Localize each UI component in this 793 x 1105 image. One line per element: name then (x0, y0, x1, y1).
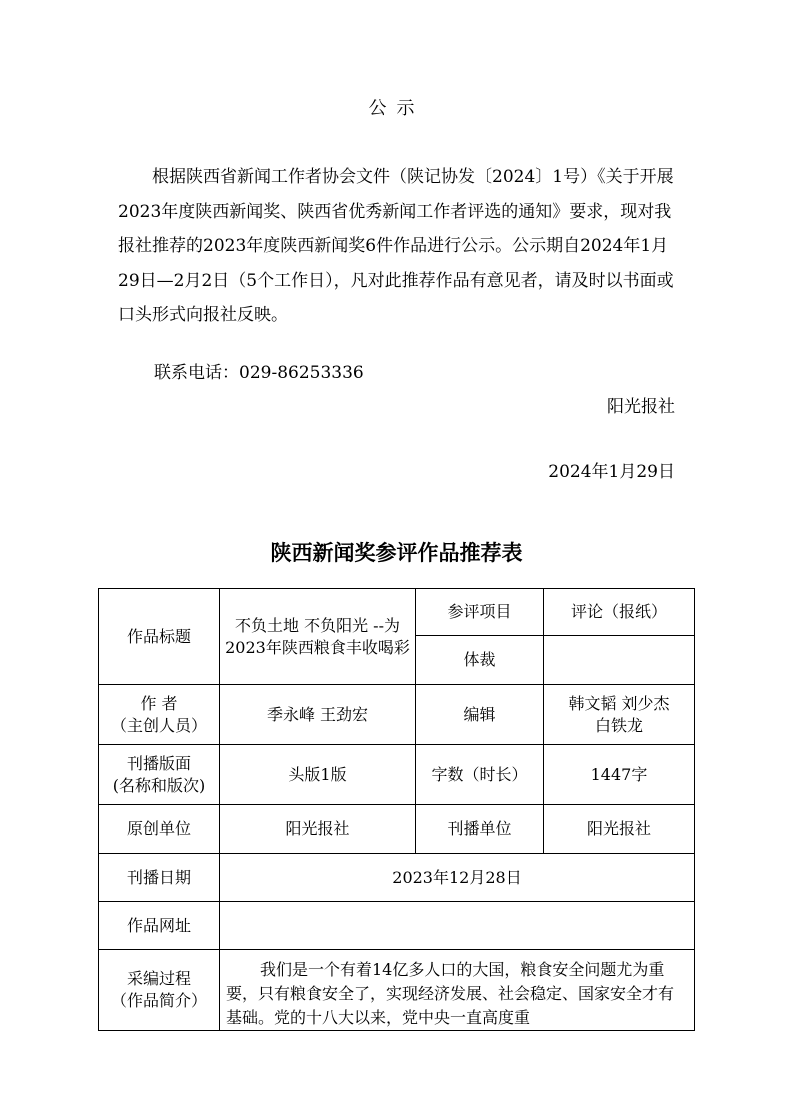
publisher-label: 刊播单位 (416, 805, 544, 854)
origin-label: 原创单位 (99, 805, 220, 854)
signature-org: 阳光报社 (607, 397, 675, 417)
signature-date: 2024年1月29日 (548, 462, 675, 482)
work-title-value: 不负土地 不负阳光 --为2023年陕西粮食丰收喝彩 (220, 589, 416, 685)
editor-value-line1: 韩文韬 刘少杰 (568, 693, 670, 713)
editor-value (544, 685, 695, 745)
pubdate-value: 2023年12月28日 (220, 854, 695, 902)
page-label-line2: (名称和版次) (112, 775, 206, 795)
recommendation-table (98, 588, 695, 1031)
words-value: 1447字 (544, 745, 695, 805)
author-label (99, 685, 220, 745)
process-label-line2: （作品简介） (110, 991, 207, 1010)
category-value: 评论（报纸） (544, 589, 695, 636)
page-label-line1: 刊播版面 (126, 753, 191, 773)
editor-label: 编辑 (416, 685, 544, 745)
notice-body: 根据陕西省新闻工作者协会文件（陕记协发〔2024〕1号）《关于开展2023年度陕西新闻奖、陕西省优秀新闻工作者评选的通知》要求，现对我报社推荐的2023年度陕西新闻奖6件作品进行公示。公示期自2024年1月29日—2月2日（5个工作日），凡对此推荐作品有意见者，请及时以书面或口头形式向报社反映。 (118, 167, 674, 325)
author-label-line2: （主创人员） (110, 715, 207, 735)
table-title: 陕西新闻奖参评作品推荐表 (270, 541, 523, 565)
page-value: 头版1版 (220, 745, 416, 805)
author-label-line1: 作 者 (140, 693, 178, 713)
author-value: 季永峰 王劲宏 (220, 685, 416, 745)
work-title-label: 作品标题 (99, 589, 220, 685)
genre-label: 体裁 (416, 636, 544, 685)
notice-title: 公示 (368, 98, 425, 119)
origin-value: 阳光报社 (220, 805, 416, 854)
page-label (99, 745, 220, 805)
words-label: 字数（时长） (416, 745, 544, 805)
genre-value (544, 636, 695, 685)
contact-phone: 联系电话：029-86253336 (154, 363, 364, 383)
category-label: 参评项目 (416, 589, 544, 636)
process-value: 我们是一个有着14亿多人口的大国，粮食安全问题尤为重要，只有粮食安全了，实现经济发展、社会稳定、国家安全才有基础。党的十八大以来，党中央一直高度重 (220, 950, 695, 1031)
url-label: 作品网址 (99, 902, 220, 950)
process-label-line1: 采编过程 (126, 969, 191, 988)
pubdate-label: 刊播日期 (99, 854, 220, 902)
editor-value-line2: 白铁龙 (594, 715, 643, 735)
url-value (220, 902, 695, 950)
publisher-value: 阳光报社 (544, 805, 695, 854)
process-label (99, 950, 220, 1031)
